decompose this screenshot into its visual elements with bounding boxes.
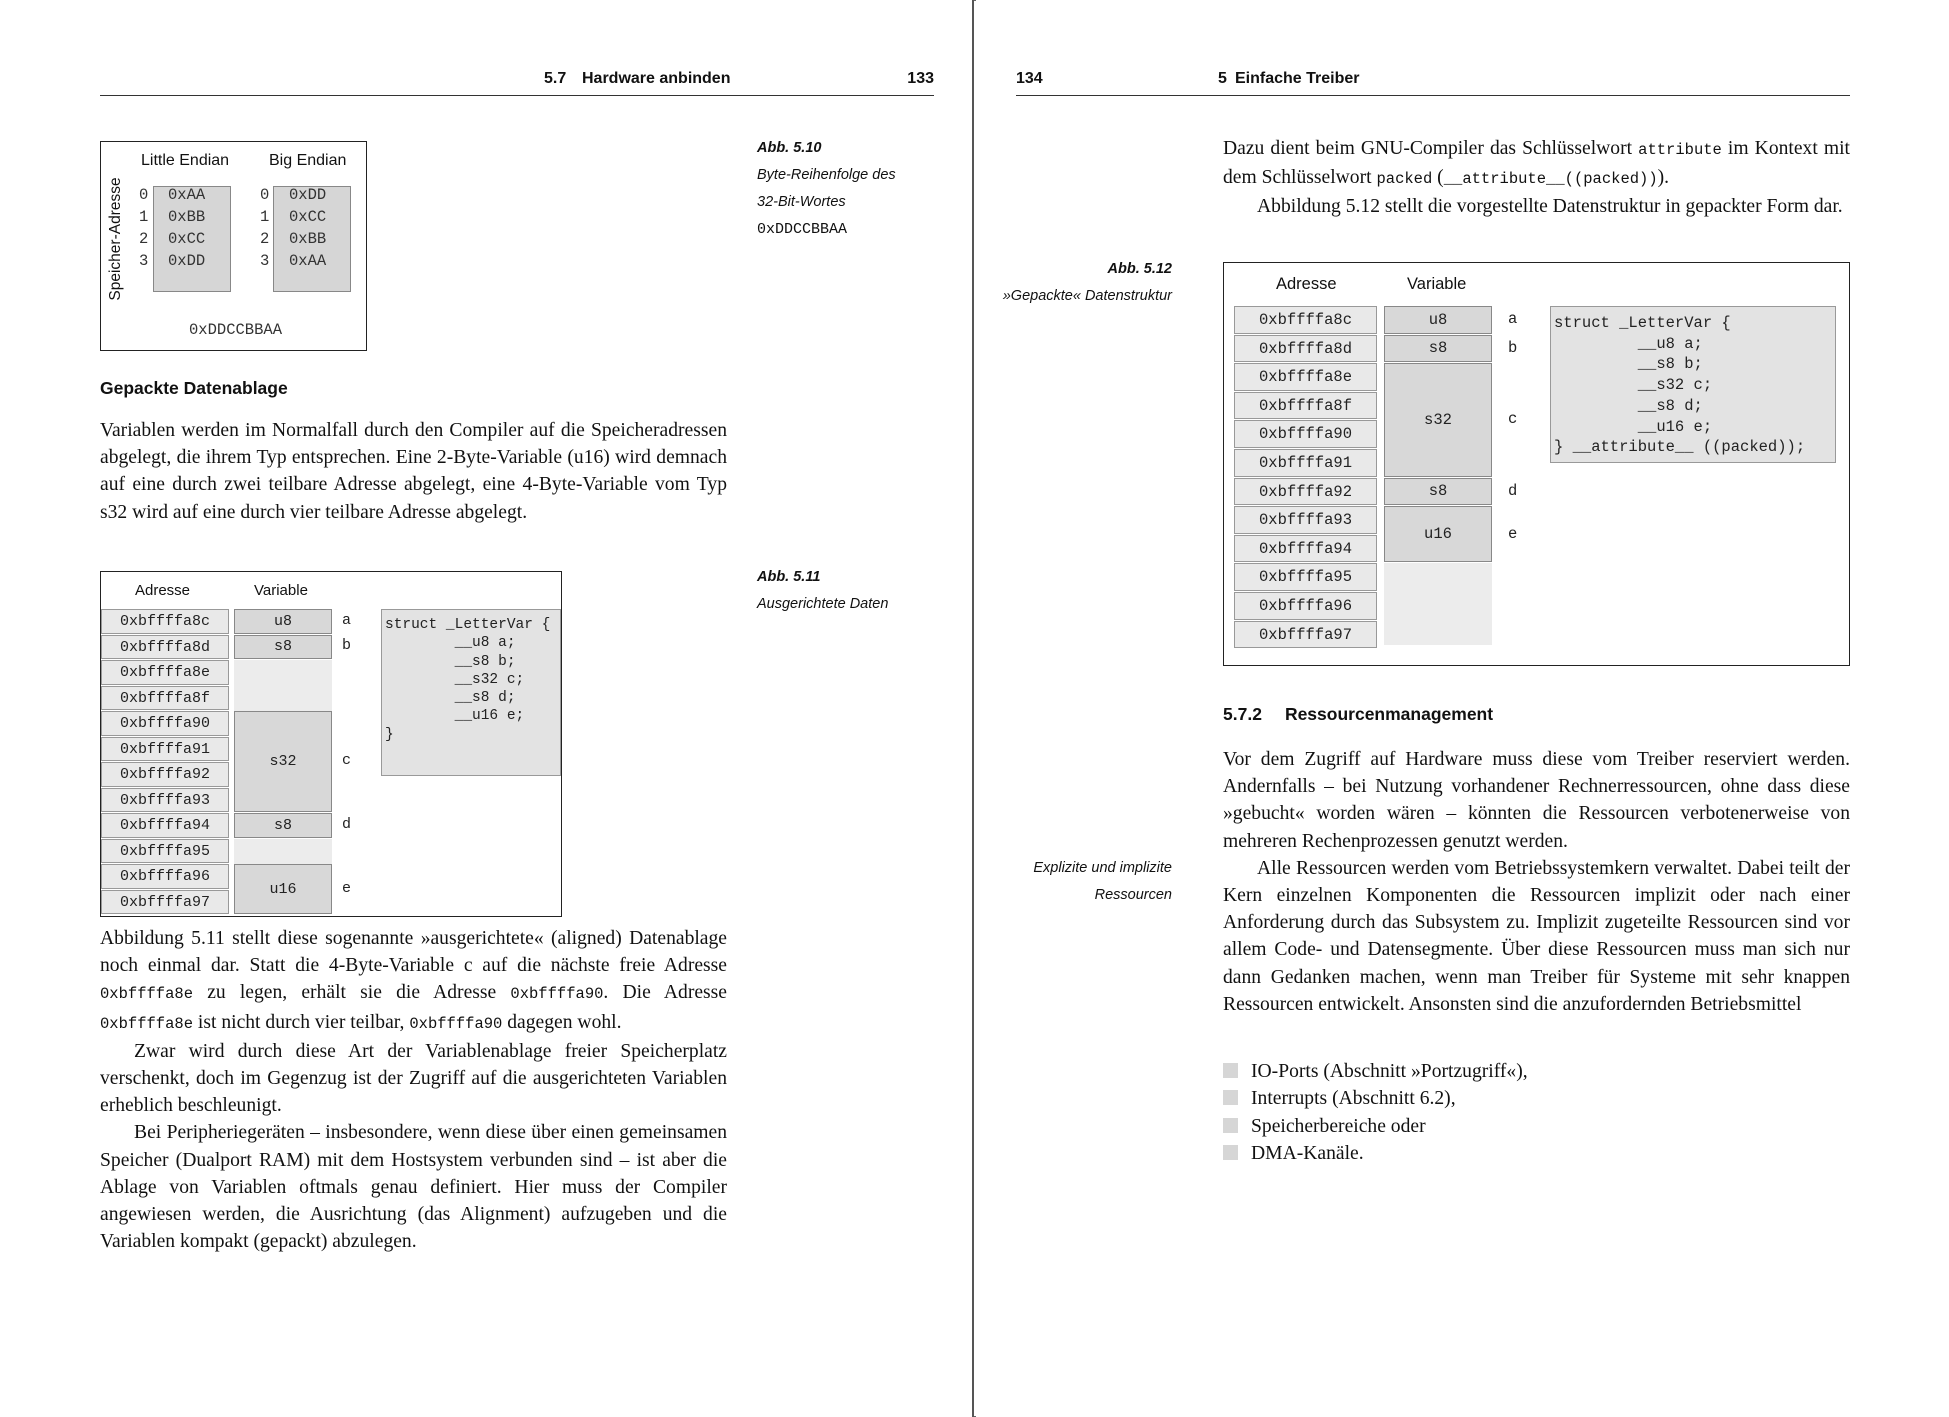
code-line: __s8 d; bbox=[385, 690, 516, 707]
address-cell: 0xbffffa8f bbox=[101, 686, 229, 711]
little-endian-title: Little Endian bbox=[141, 152, 230, 169]
bullet-text: IO-Ports (Abschnitt »Portzugriff«), bbox=[1251, 1061, 1528, 1082]
address-cell: 0xbffffa91 bbox=[101, 737, 229, 762]
caption-code: 0xDDCCBBAA bbox=[757, 221, 848, 238]
variable-cell: s8 bbox=[234, 813, 332, 838]
caption-fig-5-10 bbox=[757, 135, 937, 243]
variable-cell: u16 bbox=[1384, 506, 1492, 562]
caption-line-1: Byte-Reihenfolge des bbox=[757, 167, 896, 183]
page-number: 133 bbox=[907, 70, 934, 87]
bullet-square-icon bbox=[1223, 1090, 1238, 1105]
unused-area bbox=[1384, 563, 1492, 645]
variable-cell: s32 bbox=[234, 711, 332, 812]
bullet-text: DMA-Kanäle. bbox=[1251, 1142, 1364, 1164]
bullet-item bbox=[1223, 1140, 1364, 1167]
index-label: 2 bbox=[139, 230, 149, 248]
little-endian-byte: 0xAA bbox=[168, 186, 206, 204]
code-line: __s32 c; bbox=[385, 671, 525, 688]
variable-cell: s32 bbox=[1384, 363, 1492, 476]
section-heading: 5.7.2 Ressourcenmanagement bbox=[1223, 704, 1494, 724]
paragraph-alignment: Variablen werden im Normalfall durch den Compiler auf die Speicheradressen abgelegt, die ihrem Typ entsprechen. Eine 2-Byte-Variable (u16) wird demnach auf eine durch zwei teilbare Adresse abgelegt, eine 4-Byte-Variable vom Typ s32 wird auf eine durch vier teilbare Adresse abgelegt. bbox=[100, 420, 727, 523]
code-line: __s32 c; bbox=[1554, 376, 1713, 395]
variable-letter: b bbox=[1508, 338, 1518, 357]
big-endian-byte: 0xBB bbox=[289, 230, 327, 248]
body-text-top bbox=[1223, 135, 1850, 221]
subheading-packed-storage: Gepackte Datenablage bbox=[100, 378, 288, 398]
big-endian-byte: 0xCC bbox=[289, 208, 327, 226]
code-line: __s8 b; bbox=[1554, 355, 1703, 374]
variable-letter: d bbox=[1508, 481, 1518, 500]
paragraph-kernel-resources: Alle Ressourcen werden vom Betriebssystemkern verwaltet. Dabei teilt der Kern einzelnen Komponenten die Ressourcen implizit oder nach einer Anforderung durch das Subsystem zu. Implizit zugeteilte Ressourcen sind vor allem Code- und Datensegmente. Über diese Ressourcen muss man sich nur dann Gedanken machen, wenn man Treiber für Systeme mit sehr knappen Ressourcen entwickelt. Ansonsten sind die anzufordernden Betriebsmittel bbox=[1223, 857, 1850, 1015]
padding-gap bbox=[234, 839, 332, 865]
paragraph-speed-tradeoff: Zwar wird durch diese Art der Variablenablage freier Speicherplatz verschenkt, doch im Gegenzug ist der Zugriff auf die ausgerichteten Variablen erheblich beschleunigt. bbox=[100, 1040, 727, 1117]
paragraph-reservation: Vor dem Zugriff auf Hardware muss diese vom Treiber reserviert werden. Andernfalls – bei Nutzung vorhandener Rechnerressourcen, ohne dass diese »gebucht« worden wären – könnten die Ressourcen verbotenerweise von mehreren Rechenprozessen genutzt werden. bbox=[1223, 749, 1850, 852]
little-endian-byte: 0xBB bbox=[168, 208, 206, 226]
page-number: 134 bbox=[1016, 70, 1043, 87]
bullet-square-icon bbox=[1223, 1118, 1238, 1133]
index-label: 1 bbox=[260, 208, 270, 226]
index-label: 0 bbox=[260, 186, 270, 204]
index-label: 1 bbox=[139, 208, 149, 226]
variable-letter: c bbox=[342, 752, 352, 769]
big-endian-byte: 0xDD bbox=[289, 186, 327, 204]
address-cell: 0xbffffa94 bbox=[101, 813, 229, 838]
variable-cell: s8 bbox=[234, 635, 332, 660]
address-cell: 0xbffffa8e bbox=[1234, 363, 1377, 391]
body-text-resources bbox=[1223, 746, 1850, 1018]
address-cell: 0xbffffa90 bbox=[1234, 420, 1377, 448]
variable-letter: b bbox=[342, 637, 352, 655]
code-line: } bbox=[385, 726, 394, 743]
address-cell: 0xbffffa8f bbox=[1234, 392, 1377, 420]
running-header-right bbox=[1016, 68, 1850, 96]
address-cell: 0xbffffa8e bbox=[101, 660, 229, 685]
figure-byte-order bbox=[100, 141, 367, 351]
address-cell: 0xbffffa8c bbox=[1234, 306, 1377, 334]
code-line: __u16 e; bbox=[1554, 417, 1713, 436]
running-header-left bbox=[100, 68, 934, 96]
address-cell: 0xbffffa96 bbox=[1234, 592, 1377, 620]
caption-fig-5-11 bbox=[757, 564, 937, 618]
variable-letter: e bbox=[1508, 524, 1518, 543]
variable-letter: c bbox=[1508, 410, 1518, 429]
little-endian-byte: 0xDD bbox=[168, 252, 206, 270]
address-cell: 0xbffffa93 bbox=[101, 788, 229, 813]
caption-line-2: 32-Bit-Wortes bbox=[757, 194, 846, 210]
padding-gap bbox=[234, 660, 332, 711]
big-endian-byte: 0xAA bbox=[289, 252, 327, 270]
variable-cell: s8 bbox=[1384, 478, 1492, 506]
header-chapter-number: 5 bbox=[1218, 70, 1227, 87]
variable-cell: u16 bbox=[234, 864, 332, 914]
index-label: 2 bbox=[260, 230, 270, 248]
bullet-item bbox=[1223, 1058, 1528, 1085]
address-cell: 0xbffffa8d bbox=[101, 635, 229, 660]
paragraph-aligned-explanation: Abbildung 5.11 stellt diese sogenannte »ausgerichtete« (aligned) Datenablage noch einmal dar. Statt die 4-Byte-Variable c auf die nächste freie Adresse 0xbffffa8e zu legen, erhält sie die Adresse 0xbffffa90. Die Adresse 0xbffffa8e ist nicht durch vier teilbar, 0xbffffa90 dagegen wohl. bbox=[100, 928, 727, 1033]
address-cell: 0xbffffa90 bbox=[101, 711, 229, 736]
address-cell: 0xbffffa96 bbox=[101, 864, 229, 889]
caption-number: Abb. 5.11 bbox=[757, 569, 821, 585]
memory-address-axis-label: Speicher-Adresse bbox=[107, 177, 124, 301]
code-line: struct _LetterVar { bbox=[1554, 314, 1731, 332]
bullet-item bbox=[1223, 1085, 1456, 1112]
header-section-title: Hardware anbinden bbox=[582, 70, 731, 87]
struct-code-block bbox=[1550, 306, 1836, 463]
address-cell: 0xbffffa8c bbox=[101, 609, 229, 634]
code-line: __u16 e; bbox=[385, 708, 525, 725]
paragraph-peripherals: Bei Peripheriegeräten – insbesondere, wenn diese über einen gemeinsamen Speicher (Dualport RAM) mit dem Hostsystem verbunden sind – ist aber die Ablage von Variablen oftmals genau definiert. Hier muss der Compiler angewiesen werden, die Ausrichtung (das Alignment) aufzugeben und die Variablen kompakt (gepackt) abzulegen. bbox=[100, 1122, 727, 1253]
variable-cell: u8 bbox=[234, 609, 332, 634]
little-endian-byte: 0xCC bbox=[168, 230, 206, 248]
address-cell: 0xbffffa95 bbox=[1234, 563, 1377, 591]
caption-text: »Gepackte« Datenstruktur bbox=[1002, 288, 1172, 304]
address-cell: 0xbffffa97 bbox=[1234, 621, 1377, 649]
variable-letter: a bbox=[342, 611, 352, 629]
figure-aligned-data bbox=[100, 571, 562, 917]
header-chapter-title: Einfache Treiber bbox=[1235, 70, 1360, 87]
variable-letter: a bbox=[1508, 310, 1518, 329]
big-endian-title: Big Endian bbox=[269, 152, 347, 169]
caption-fig-5-12 bbox=[996, 256, 1172, 310]
address-cell: 0xbffffa91 bbox=[1234, 449, 1377, 477]
caption-number: Abb. 5.10 bbox=[757, 140, 822, 156]
code-line: __s8 b; bbox=[385, 653, 516, 670]
code-line: struct _LetterVar { bbox=[385, 617, 551, 633]
bullet-square-icon bbox=[1223, 1145, 1238, 1160]
variable-cell: s8 bbox=[1384, 335, 1492, 363]
caption-number: Abb. 5.12 bbox=[1107, 261, 1172, 277]
variable-letter: d bbox=[342, 815, 352, 833]
code-line: } __attribute__ ((packed)); bbox=[1554, 438, 1806, 457]
bullet-item bbox=[1223, 1113, 1426, 1140]
code-line: __u8 a; bbox=[385, 635, 516, 652]
variable-letter: e bbox=[342, 879, 352, 897]
address-cell: 0xbffffa93 bbox=[1234, 506, 1377, 534]
address-cell: 0xbffffa92 bbox=[1234, 478, 1377, 506]
variable-cell: u8 bbox=[1384, 306, 1492, 334]
struct-code-block bbox=[381, 609, 561, 776]
index-label: 3 bbox=[139, 252, 149, 270]
paragraph-gnu-attribute: Dazu dient beim GNU-Compiler das Schlüsselwort attribute im Kontext mit dem Schlüsselwort packed (__attribute__((packed))). bbox=[1223, 138, 1850, 189]
address-cell: 0xbffffa94 bbox=[1234, 535, 1377, 563]
word-value: 0xDDCCBBAA bbox=[189, 321, 283, 339]
index-label: 0 bbox=[139, 186, 149, 204]
body-text-lower bbox=[100, 925, 727, 1255]
column-header-variable: Variable bbox=[1407, 275, 1467, 293]
address-cell: 0xbffffa92 bbox=[101, 762, 229, 787]
caption-text: Ausgerichtete Daten bbox=[757, 596, 889, 612]
column-header-variable: Variable bbox=[254, 582, 308, 599]
address-cell: 0xbffffa8d bbox=[1234, 335, 1377, 363]
address-cell: 0xbffffa95 bbox=[101, 839, 229, 864]
bullet-text: Interrupts (Abschnitt 6.2), bbox=[1251, 1088, 1456, 1110]
figure-packed-data bbox=[1223, 262, 1850, 666]
right-page bbox=[976, 0, 1949, 1417]
column-header-address: Adresse bbox=[135, 582, 191, 599]
bullet-square-icon bbox=[1223, 1063, 1238, 1078]
address-cell: 0xbffffa97 bbox=[101, 890, 229, 915]
paragraph-figure-ref: Abbildung 5.12 stellt die vorgestellte Datenstruktur in gepackter Form dar. bbox=[1257, 196, 1843, 218]
header-section-number: 5.7 bbox=[544, 70, 567, 87]
left-page bbox=[0, 0, 974, 1417]
column-header-address: Adresse bbox=[1276, 275, 1337, 293]
margin-note: Explizite und implizite Ressourcen bbox=[1033, 860, 1172, 903]
bullet-text: Speicherbereiche oder bbox=[1251, 1115, 1426, 1137]
code-line: __s8 d; bbox=[1554, 396, 1703, 415]
code-line: __u8 a; bbox=[1554, 334, 1703, 353]
index-label: 3 bbox=[260, 252, 270, 270]
